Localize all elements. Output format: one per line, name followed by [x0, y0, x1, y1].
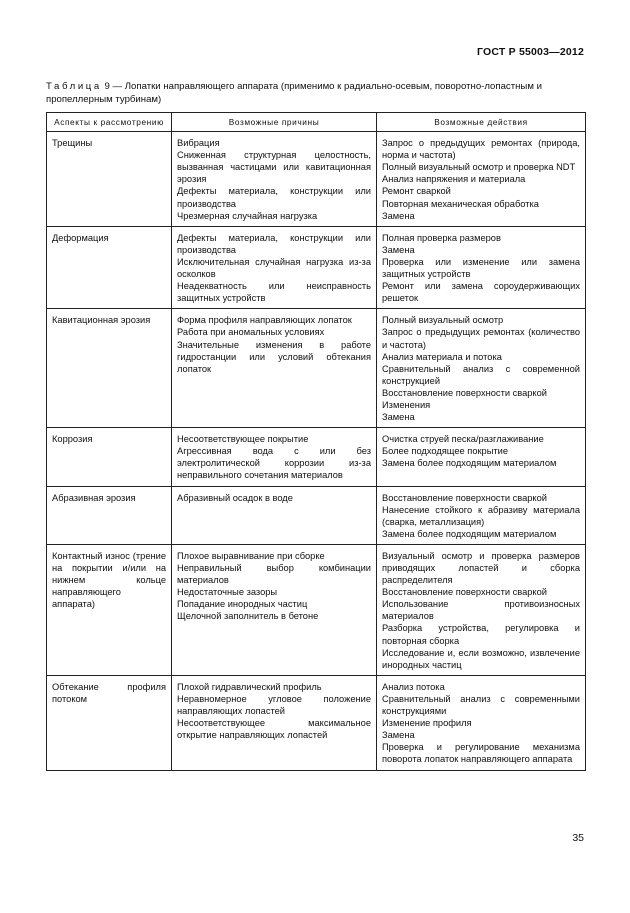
cause-item: Работа при аномальных условиях — [177, 327, 325, 338]
action-item: Анализ потока — [382, 681, 445, 692]
cell-aspect — [47, 132, 172, 227]
action-item: Замена — [382, 210, 415, 221]
action-item: Ремонт или замена сороудерживающих решеток — [382, 281, 580, 304]
action-item: Разборка устройства, регулировка и повторная сборка — [382, 623, 580, 646]
action-item: Восстановление поверхности сваркой — [382, 587, 547, 598]
cell-causes — [172, 132, 377, 227]
action-item: Использование противоизносных материалов — [382, 599, 580, 622]
column-header-aspects: Аспекты к рассмотрению — [47, 113, 172, 132]
document-standard-header: ГОСТ Р 55003—2012 — [476, 46, 584, 58]
cause-item: Абразивный осадок в воде — [177, 492, 293, 503]
cell-actions — [377, 428, 586, 486]
cell-causes — [172, 486, 377, 544]
action-item: Анализ материала и потока — [382, 351, 502, 362]
action-item: Исследование и, если возможно, извлечение инородных частиц — [382, 647, 580, 670]
cell-aspect — [47, 428, 172, 486]
cause-item: Попадание инородных частиц — [177, 599, 308, 610]
cause-item: Дефекты материала, конструкции или производства — [177, 232, 371, 255]
action-item: Проверка или изменение или замена защитных устройств — [382, 256, 580, 280]
cell-causes — [172, 428, 377, 486]
cell-actions — [377, 226, 586, 309]
action-item: Запрос о предыдущих ремонтах (природа, норма и частота) — [382, 138, 580, 161]
table-row — [47, 675, 586, 770]
page-number: 35 — [572, 832, 584, 844]
aspect-text: Абразивная эрозия — [52, 492, 136, 503]
aspect-text: Деформация — [52, 232, 109, 243]
table-row — [47, 486, 586, 544]
cause-item: Агрессивная вода с или без электролитической коррозии из-за неправильного сочетания материалов — [177, 446, 371, 481]
action-item: Восстановление поверхности сваркой — [382, 492, 547, 503]
action-item: Повторная механическая обработка — [382, 198, 539, 209]
table-row — [47, 132, 586, 227]
cause-item: Недостаточные зазоры — [177, 587, 278, 598]
action-item: Сравнительный анализ с современной конструкцией — [382, 363, 580, 386]
cell-causes — [172, 226, 377, 309]
cell-causes — [172, 675, 377, 770]
table-header-row — [47, 113, 586, 132]
cause-item: Несоответствующее покрытие — [177, 434, 309, 445]
blades-table — [46, 112, 586, 771]
cell-actions — [377, 675, 586, 770]
cell-actions — [377, 486, 586, 544]
cause-item: Неравномерное угловое положение направляющих лопастей — [177, 693, 371, 717]
cell-causes — [172, 544, 377, 675]
action-item: Полный визуальный осмотр — [382, 315, 504, 326]
table-row — [47, 309, 586, 428]
table-row — [47, 544, 586, 675]
aspect-text: Трещины — [52, 138, 93, 149]
aspect-text: Коррозия — [52, 434, 93, 445]
cause-item: Дефекты материала, конструкции или производства — [177, 186, 371, 209]
cause-item: Форма профиля направляющих лопаток — [177, 315, 352, 326]
action-item: Замена — [382, 412, 415, 423]
cause-item: Исключительная случайная нагрузка из-за осколков — [177, 256, 371, 280]
table-caption-text: 9 — Лопатки направляющего аппарата (применимо к радиально-осевым, поворотно-лопастным и пропеллерным турбинам) — [46, 81, 542, 105]
cause-item: Неадекватность или неисправность защитных устройств — [177, 281, 371, 304]
action-item: Анализ напряжения и материала — [382, 174, 526, 185]
action-item: Полный визуальный осмотр и проверка NDT — [382, 162, 576, 173]
cell-actions — [377, 132, 586, 227]
cause-item: Вибрация — [177, 138, 220, 149]
action-item: Очистка струей песка/разглаживание — [382, 434, 544, 445]
aspect-text: Кавитационная эрозия — [52, 315, 151, 326]
action-item: Замена — [382, 244, 415, 255]
action-item: Сравнительный анализ с современными конструкциями — [382, 693, 580, 717]
cause-item: Неправильный выбор комбинации материалов — [177, 563, 371, 586]
action-item: Ремонт сваркой — [382, 186, 451, 197]
action-item: Замена — [382, 730, 415, 741]
cell-aspect — [47, 486, 172, 544]
cell-aspect — [47, 309, 172, 428]
action-item: Замена более подходящим материалом — [382, 528, 557, 539]
cell-aspect — [47, 675, 172, 770]
table-body — [47, 132, 586, 770]
aspect-text: Контактный износ (трение на покрытии и/или на нижнем кольце направляющего аппарата) — [52, 550, 166, 610]
cause-item: Несоответствующее максимальное открытие направляющих лопастей — [177, 718, 371, 741]
cell-aspect — [47, 226, 172, 309]
cause-item: Щелочной заполнитель в бетоне — [177, 611, 319, 622]
table-row — [47, 226, 586, 309]
cell-actions — [377, 309, 586, 428]
table-row — [47, 428, 586, 486]
cause-item: Плохое выравнивание при сборке — [177, 550, 325, 561]
action-item: Более подходящее покрытие — [382, 446, 509, 457]
action-item: Проверка и регулирование механизма поворота лопаток направляющего аппарата — [382, 742, 580, 765]
cell-aspect — [47, 544, 172, 675]
action-item: Изменение профиля — [382, 718, 472, 729]
action-item: Полная проверка размеров — [382, 232, 501, 243]
aspect-text: Обтекание профиля потоком — [52, 681, 166, 704]
table-caption — [46, 80, 586, 106]
table-caption-label: Таблица — [46, 81, 102, 92]
action-item: Нанесение стойкого к абразиву материала (сварка, металлизация) — [382, 504, 580, 527]
cause-item: Плохой гидравлический профиль — [177, 681, 322, 692]
column-header-causes: Возможные причины — [172, 113, 377, 132]
cause-item: Значительные изменения в работе гидростанции или условий обтекания лопаток — [177, 339, 371, 374]
action-item: Визуальный осмотр и проверка размеров приводящих лопастей и сборка распределителя — [382, 550, 580, 586]
action-item: Изменения — [382, 399, 431, 410]
column-header-actions: Возможные действия — [377, 113, 586, 132]
action-item: Запрос о предыдущих ремонтах (количество и частота) — [382, 327, 580, 350]
action-item: Восстановление поверхности сваркой — [382, 387, 547, 398]
cause-item: Чрезмерная случайная нагрузка — [177, 210, 318, 221]
cell-actions — [377, 544, 586, 675]
cell-causes — [172, 309, 377, 428]
action-item: Замена более подходящим материалом — [382, 458, 557, 469]
cause-item: Сниженная структурная целостность, вызванная частицами или кавитационная эрозия — [177, 150, 371, 185]
